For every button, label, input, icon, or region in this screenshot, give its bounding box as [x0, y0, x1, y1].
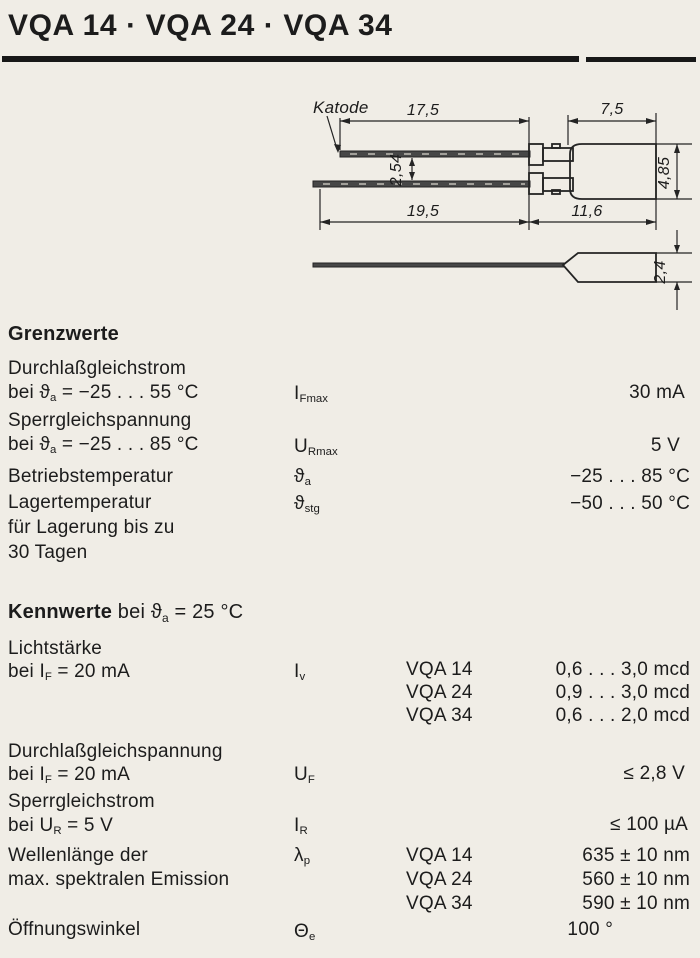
symbol-theta-e: $\Theta_e$ — [294, 921, 316, 944]
side-body — [563, 253, 656, 282]
bottom-lead-neck — [543, 178, 573, 191]
device-name: VQA 24 — [406, 869, 473, 890]
value-uf: ≤ 2,8 V — [623, 763, 685, 784]
value-urmax: 5 V — [650, 435, 680, 456]
row-condition: bei $ϑ_a = -25$ . . . 85 °C — [8, 434, 199, 457]
symbol-uf: $U_F$ — [294, 764, 315, 787]
row-label: Sperrgleichstrom — [8, 791, 155, 812]
device-name: VQA 34 — [406, 705, 473, 726]
device-value: 560 ± 10 nm — [582, 869, 690, 890]
symbol-ifmax: $I_{Fmax}$ — [294, 383, 328, 406]
row-label: Durchlaßgleichspannung — [8, 741, 223, 762]
symbol-urmax: $U_{Rmax}$ — [294, 436, 338, 459]
title-rule — [2, 56, 579, 62]
symbol-iv: $I_v$ — [294, 661, 306, 684]
row-condition: bei $ϑ_a = -25$ . . . 55 °C — [8, 382, 199, 405]
row-label: Sperrgleichspannung — [8, 410, 192, 431]
symbol-theta-a: $ϑ_a$ — [294, 466, 311, 489]
dim-body-length-label: 11,6 — [571, 203, 603, 220]
value-theta-stg: −50 . . . 50 °C — [570, 493, 690, 514]
device-value: 590 ± 10 nm — [582, 893, 690, 914]
row-label: Wellenlänge der — [8, 845, 148, 866]
row-label-line3: 30 Tagen — [8, 542, 88, 563]
value-ifmax: 30 mA — [629, 382, 685, 403]
value-ir: ≤ 100 µA — [610, 814, 688, 835]
device-value: 0,9 . . . 3,0 mcd — [555, 682, 690, 703]
dim-side-height-label: 2,4 — [652, 260, 669, 284]
dim-pitch-label: 2,54 — [388, 153, 405, 187]
value-theta-e: 100 ° — [567, 919, 613, 940]
kennwerte-heading — [8, 601, 243, 623]
device-name: VQA 24 — [406, 682, 473, 703]
bottom-lead-bump — [552, 190, 560, 194]
row-label: Öffnungswinkel — [8, 919, 141, 940]
symbol-lambda-p: $\lambda_p$ — [294, 845, 311, 868]
symbol-ir: $I_R$ — [294, 815, 308, 838]
page-title: VQA 14 · VQA 24 · VQA 34 — [8, 9, 393, 42]
top-lead-collar — [529, 144, 543, 165]
katode-label: Katode — [313, 98, 369, 117]
device-value: 635 ± 10 nm — [582, 845, 690, 866]
row-label: Lichtstärke — [8, 638, 103, 659]
row-condition: bei $I_F = 20$ mA — [8, 764, 131, 787]
row-label: Durchlaßgleichstrom — [8, 358, 187, 379]
value-theta-a: −25 . . . 85 °C — [570, 466, 690, 487]
row-label: Betriebstemperatur — [8, 466, 174, 487]
dim-body-height-label: 4,85 — [656, 156, 673, 190]
device-name: VQA 34 — [406, 893, 473, 914]
row-label: Lagertemperatur — [8, 492, 152, 513]
row-condition: bei $I_F = 20$ mA — [8, 661, 131, 684]
top-lead-bump — [552, 144, 560, 148]
dim-lead-bottom-label: 19,5 — [406, 203, 440, 220]
kennwerte-heading-condition: bei $ϑ_a = 25$ °C — [112, 601, 244, 625]
symbol-theta-stg: $ϑ_{stg}$ — [294, 493, 320, 516]
title-rule-segment — [586, 57, 696, 62]
row-condition: bei $U_R = 5$ V — [8, 815, 113, 838]
device-value: 0,6 . . . 2,0 mcd — [555, 705, 690, 726]
device-name: VQA 14 — [406, 845, 473, 866]
bottom-lead-collar — [529, 173, 543, 194]
device-value: 0,6 . . . 3,0 mcd — [555, 659, 690, 680]
component-drawing — [295, 88, 700, 318]
grenzwerte-heading: Grenzwerte — [8, 323, 119, 345]
kennwerte-heading-bold: Kennwerte — [8, 601, 113, 623]
row-label-line2: für Lagerung bis zu — [8, 517, 175, 538]
led-body — [570, 144, 656, 199]
led-outline-drawing — [295, 88, 700, 318]
side-lead — [313, 263, 564, 267]
top-lead-neck — [543, 148, 573, 161]
device-name: VQA 14 — [406, 659, 473, 680]
dim-lead-top-label: 17,5 — [406, 102, 440, 119]
dim-body-top-label: 7,5 — [600, 101, 624, 118]
row-label-line2: max. spektralen Emission — [8, 869, 230, 890]
